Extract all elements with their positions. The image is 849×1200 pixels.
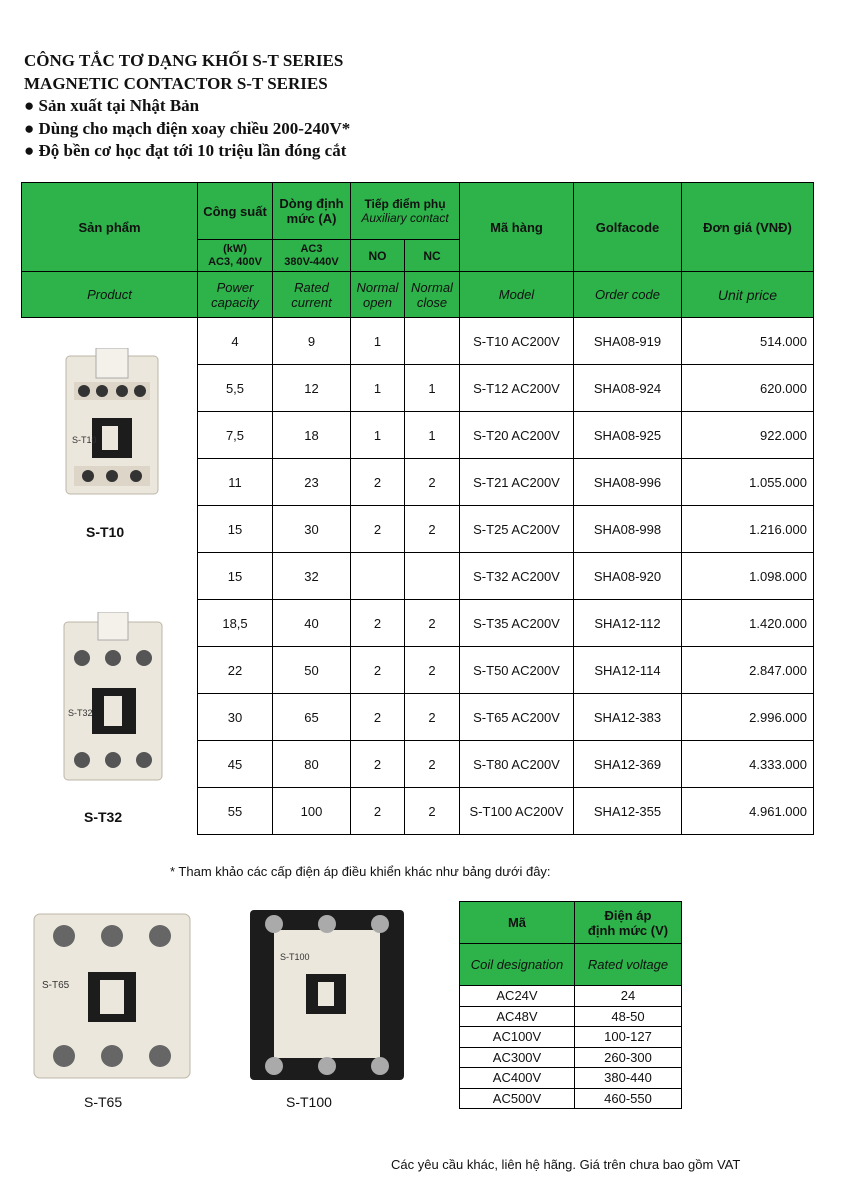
cell-current: 30 bbox=[273, 506, 351, 553]
coil-cell-code: AC100V bbox=[460, 1027, 575, 1048]
cell-price: 514.000 bbox=[682, 318, 814, 365]
cell-no bbox=[351, 553, 405, 600]
title-en: MAGNETIC CONTACTOR S-T SERIES bbox=[24, 73, 328, 93]
cell-no: 1 bbox=[351, 318, 405, 365]
cell-model: S-T100 AC200V bbox=[460, 788, 574, 835]
th-en-model: Model bbox=[460, 272, 574, 318]
st10-label: S-T10 bbox=[86, 524, 125, 540]
th-en-power: Power capacity bbox=[198, 272, 273, 318]
cell-price: 1.216.000 bbox=[682, 506, 814, 553]
cell-price: 1.420.000 bbox=[682, 600, 814, 647]
coil-row bbox=[460, 1047, 682, 1068]
cell-power: 22 bbox=[198, 647, 273, 694]
st32-label: S-T32 bbox=[84, 809, 123, 825]
bullet-3: ● Độ bền cơ học đạt tới 10 triệu lần đóng cắt bbox=[24, 140, 350, 163]
th-current-unit: AC3 380V-440V bbox=[273, 240, 351, 272]
st32-contactor-image bbox=[62, 612, 164, 782]
cell-price: 1.098.000 bbox=[682, 553, 814, 600]
cell-no: 2 bbox=[351, 506, 405, 553]
cell-nc bbox=[405, 553, 460, 600]
cell-power: 55 bbox=[198, 788, 273, 835]
cell-order-code: SHA08-998 bbox=[574, 506, 682, 553]
coil-cell-code: AC500V bbox=[460, 1088, 575, 1109]
th-en-no: Normal open bbox=[351, 272, 405, 318]
cell-no: 2 bbox=[351, 647, 405, 694]
cell-order-code: SHA12-383 bbox=[574, 694, 682, 741]
cell-power: 11 bbox=[198, 459, 273, 506]
footer-note: Các yêu cầu khác, liên hệ hãng. Giá trên chưa bao gồm VAT bbox=[391, 1157, 741, 1172]
cell-current: 9 bbox=[273, 318, 351, 365]
cell-no: 2 bbox=[351, 459, 405, 506]
cell-no: 2 bbox=[351, 694, 405, 741]
cell-current: 32 bbox=[273, 553, 351, 600]
th-en-product: Product bbox=[22, 272, 198, 318]
cell-nc: 2 bbox=[405, 600, 460, 647]
coil-cell-code: AC400V bbox=[460, 1068, 575, 1089]
cell-order-code: SHA12-114 bbox=[574, 647, 682, 694]
cell-nc: 2 bbox=[405, 647, 460, 694]
cell-no: 1 bbox=[351, 412, 405, 459]
cell-no: 1 bbox=[351, 365, 405, 412]
cell-price: 4.961.000 bbox=[682, 788, 814, 835]
coil-row bbox=[460, 1006, 682, 1027]
th-product: Sản phẩm bbox=[22, 183, 198, 272]
cell-power: 18,5 bbox=[198, 600, 273, 647]
coil-row bbox=[460, 986, 682, 1007]
coil-th-en-voltage: Rated voltage bbox=[575, 944, 682, 986]
st10-contactor-image bbox=[64, 348, 160, 496]
coil-cell-code: AC300V bbox=[460, 1047, 575, 1068]
title-vi: CÔNG TẮC TƠ DẠNG KHỐI S-T SERIES bbox=[24, 51, 344, 70]
coil-cell-voltage: 260-300 bbox=[575, 1047, 682, 1068]
coil-row bbox=[460, 1088, 682, 1109]
cell-model: S-T32 AC200V bbox=[460, 553, 574, 600]
th-power: Công suất bbox=[198, 183, 273, 240]
cell-order-code: SHA08-920 bbox=[574, 553, 682, 600]
cell-power: 7,5 bbox=[198, 412, 273, 459]
coil-cell-voltage: 24 bbox=[575, 986, 682, 1007]
coil-cell-voltage: 380-440 bbox=[575, 1068, 682, 1089]
cell-nc: 2 bbox=[405, 788, 460, 835]
cell-order-code: SHA12-369 bbox=[574, 741, 682, 788]
cell-no: 2 bbox=[351, 741, 405, 788]
coil-cell-code: AC48V bbox=[460, 1006, 575, 1027]
th-en-price: Unit price bbox=[682, 272, 814, 318]
bullet-2: ● Dùng cho mạch điện xoay chiều 200-240V* bbox=[24, 118, 350, 141]
cell-order-code: SHA08-919 bbox=[574, 318, 682, 365]
coil-th-en-code: Coil designation bbox=[460, 944, 575, 986]
cell-nc: 2 bbox=[405, 459, 460, 506]
th-order: Golfacode bbox=[574, 183, 682, 272]
cell-order-code: SHA08-996 bbox=[574, 459, 682, 506]
coil-table bbox=[459, 901, 682, 1109]
cell-nc: 2 bbox=[405, 741, 460, 788]
cell-power: 15 bbox=[198, 506, 273, 553]
bullet-1: ● Sản xuất tại Nhật Bản bbox=[24, 95, 350, 118]
st100-face-label: S-T100 bbox=[280, 952, 310, 962]
cell-nc: 2 bbox=[405, 694, 460, 741]
cell-model: S-T65 AC200V bbox=[460, 694, 574, 741]
cell-power: 30 bbox=[198, 694, 273, 741]
cell-current: 100 bbox=[273, 788, 351, 835]
th-no: NO bbox=[351, 240, 405, 272]
cell-current: 65 bbox=[273, 694, 351, 741]
cell-current: 18 bbox=[273, 412, 351, 459]
st65-label: S-T65 bbox=[84, 1094, 123, 1110]
cell-model: S-T10 AC200V bbox=[460, 318, 574, 365]
cell-price: 922.000 bbox=[682, 412, 814, 459]
cell-current: 80 bbox=[273, 741, 351, 788]
cell-order-code: SHA08-925 bbox=[574, 412, 682, 459]
th-current: Dòng định mức (A) bbox=[273, 183, 351, 240]
cell-nc: 1 bbox=[405, 412, 460, 459]
cell-price: 2.847.000 bbox=[682, 647, 814, 694]
cell-current: 50 bbox=[273, 647, 351, 694]
st65-face-label: S-T65 bbox=[42, 980, 70, 991]
cell-price: 2.996.000 bbox=[682, 694, 814, 741]
coil-th-code: Mã bbox=[460, 902, 575, 944]
cell-price: 4.333.000 bbox=[682, 741, 814, 788]
th-power-unit: (kW) AC3, 400V bbox=[198, 240, 273, 272]
cell-no: 2 bbox=[351, 600, 405, 647]
cell-model: S-T35 AC200V bbox=[460, 600, 574, 647]
st65-contactor-image bbox=[28, 906, 196, 1082]
cell-power: 15 bbox=[198, 553, 273, 600]
cell-nc: 2 bbox=[405, 506, 460, 553]
cell-price: 1.055.000 bbox=[682, 459, 814, 506]
coil-row bbox=[460, 1068, 682, 1089]
th-aux: Tiếp điểm phụ Auxiliary contact bbox=[351, 183, 460, 240]
cell-model: S-T20 AC200V bbox=[460, 412, 574, 459]
cell-model: S-T80 AC200V bbox=[460, 741, 574, 788]
coil-th-voltage: Điện áp định mức (V) bbox=[575, 902, 682, 944]
th-price: Đơn giá (VNĐ) bbox=[682, 183, 814, 272]
cell-model: S-T21 AC200V bbox=[460, 459, 574, 506]
cell-nc bbox=[405, 318, 460, 365]
st32-face-label: S-T32 bbox=[68, 708, 93, 718]
cell-nc: 1 bbox=[405, 365, 460, 412]
cell-model: S-T50 AC200V bbox=[460, 647, 574, 694]
coil-cell-voltage: 48-50 bbox=[575, 1006, 682, 1027]
cell-order-code: SHA12-355 bbox=[574, 788, 682, 835]
cell-order-code: SHA08-924 bbox=[574, 365, 682, 412]
cell-model: S-T12 AC200V bbox=[460, 365, 574, 412]
cell-current: 23 bbox=[273, 459, 351, 506]
cell-current: 12 bbox=[273, 365, 351, 412]
th-nc: NC bbox=[405, 240, 460, 272]
st10-face-label: S-T10 bbox=[72, 435, 97, 445]
cell-price: 620.000 bbox=[682, 365, 814, 412]
th-en-nc: Normal close bbox=[405, 272, 460, 318]
cell-power: 5,5 bbox=[198, 365, 273, 412]
cell-power: 4 bbox=[198, 318, 273, 365]
coil-cell-voltage: 100-127 bbox=[575, 1027, 682, 1048]
st100-label: S-T100 bbox=[286, 1094, 332, 1110]
voltage-note: * Tham khảo các cấp điện áp điều khiển khác như bảng dưới đây: bbox=[170, 864, 551, 879]
coil-cell-voltage: 460-550 bbox=[575, 1088, 682, 1109]
cell-no: 2 bbox=[351, 788, 405, 835]
page-header bbox=[24, 50, 350, 163]
coil-cell-code: AC24V bbox=[460, 986, 575, 1007]
coil-row bbox=[460, 1027, 682, 1048]
cell-order-code: SHA12-112 bbox=[574, 600, 682, 647]
st100-contactor-image bbox=[244, 904, 410, 1084]
th-en-order: Order code bbox=[574, 272, 682, 318]
th-model: Mã hàng bbox=[460, 183, 574, 272]
cell-current: 40 bbox=[273, 600, 351, 647]
th-en-current: Rated current bbox=[273, 272, 351, 318]
cell-model: S-T25 AC200V bbox=[460, 506, 574, 553]
cell-power: 45 bbox=[198, 741, 273, 788]
